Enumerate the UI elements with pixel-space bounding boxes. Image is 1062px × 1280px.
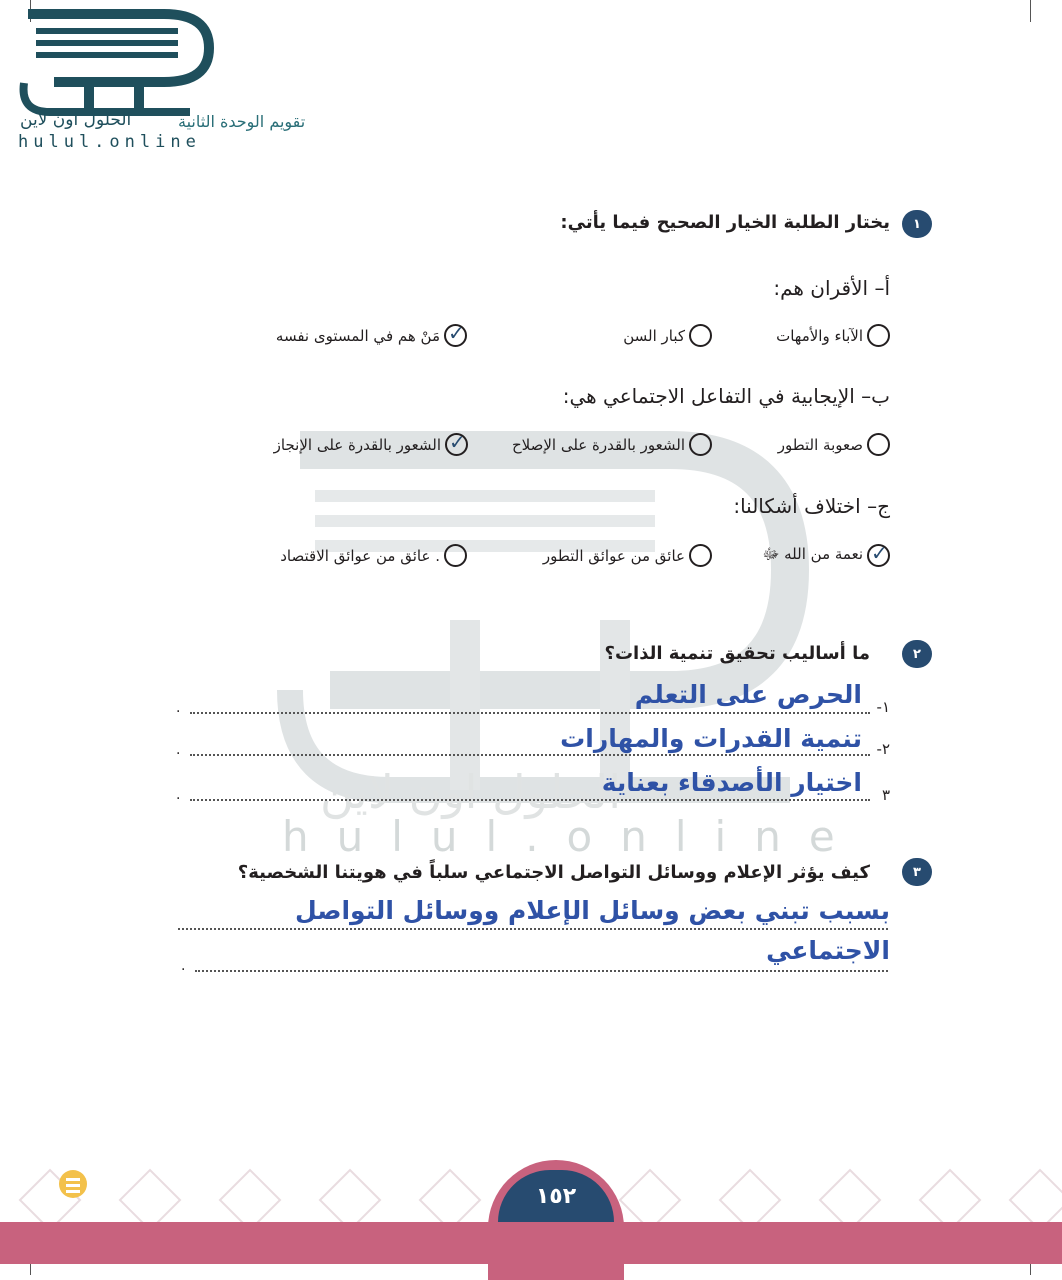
line-end-dot: . — [181, 958, 186, 974]
option-label: مَنْ هم في المستوى نفسه — [275, 326, 440, 345]
answer-number: ٣ — [881, 786, 890, 804]
check-mark-icon: ✓ — [449, 430, 466, 454]
handwritten-answer: الحرص على التعلم — [634, 680, 862, 709]
option-label: الشعور بالقدرة على الإصلاح — [511, 435, 685, 454]
answer-number: ٢- — [876, 740, 890, 758]
logo-latin-text: hulul.online — [18, 132, 201, 152]
question-2-text: ما أساليب تحقيق تنمية الذات؟ — [604, 643, 870, 664]
radio-button[interactable] — [689, 324, 712, 347]
answer-line — [195, 970, 888, 972]
radio-button-checked[interactable] — [445, 430, 468, 456]
handwritten-answer: تنمية القدرات والمهارات — [560, 724, 862, 753]
option-a2[interactable] — [623, 324, 712, 347]
question-badge-2: ٢ — [902, 640, 932, 668]
option-label: عائق من عوائق الاقتصاد . — [280, 546, 440, 565]
option-label: صعوبة التطور — [777, 435, 863, 454]
option-b1[interactable] — [778, 433, 890, 456]
check-mark-icon: ✓ — [871, 541, 888, 565]
radio-button[interactable] — [689, 544, 712, 567]
radio-button-checked[interactable] — [867, 541, 890, 567]
option-c2[interactable] — [543, 544, 712, 567]
radio-button[interactable] — [867, 324, 890, 347]
answer-line — [190, 799, 870, 801]
line-end-dot: . — [176, 787, 181, 803]
page-number: ١٥٢ — [498, 1170, 614, 1222]
answer-line — [178, 928, 888, 930]
handwritten-answer-line-2: الاجتماعي — [766, 936, 890, 965]
radio-button[interactable] — [867, 433, 890, 456]
check-mark-icon: ✓ — [448, 321, 465, 345]
radio-button-checked[interactable] — [444, 321, 467, 347]
answer-line — [190, 754, 870, 756]
handwritten-answer-line-1: بسبب تبني بعض وسائل الإعلام ووسائل التواصل — [295, 896, 890, 925]
part-b-label: ب– الإيجابية في التفاعل الاجتماعي هي: — [562, 384, 890, 408]
footer-emblem-icon — [58, 1158, 88, 1202]
option-label: كبار السن — [623, 326, 685, 345]
question-3-text: كيف يؤثر الإعلام ووسائل التواصل الاجتماعي سلباً في هويتنا الشخصية؟ — [237, 862, 870, 883]
option-b3[interactable] — [273, 430, 468, 456]
option-label: نعمة من الله ﷻ — [762, 544, 863, 563]
part-a-label: أ– الأقران هم: — [773, 276, 890, 300]
option-b2[interactable] — [512, 433, 712, 456]
part-c-label: ج– اختلاف أشكالنا: — [733, 494, 890, 518]
option-a1[interactable] — [776, 324, 890, 347]
option-label: الشعور بالقدرة على الإنجاز — [273, 435, 441, 454]
watermark-arabic-text: الحلول اون لاين — [320, 765, 621, 819]
question-1-text: يختار الطلبة الخيار الصحيح فيما يأتي: — [560, 212, 890, 233]
line-end-dot: . — [176, 700, 181, 716]
radio-button[interactable] — [689, 433, 712, 456]
option-c1[interactable] — [762, 541, 890, 567]
watermark-latin-text: hulul.online — [282, 812, 863, 861]
logo-arabic-subtitle: الحلول اون لاين — [20, 110, 132, 130]
answer-line — [190, 712, 870, 714]
option-label: عائق من عوائق التطور — [542, 546, 685, 565]
radio-button[interactable] — [444, 544, 467, 567]
answer-number: ١- — [876, 698, 890, 716]
handwritten-answer: اختيار الأصدقاء بعناية — [601, 768, 862, 797]
question-badge-3: ٣ — [902, 858, 932, 886]
option-c3[interactable] — [280, 544, 467, 567]
line-end-dot: . — [176, 742, 181, 758]
crop-mark — [1030, 0, 1031, 22]
unit-title: تقويم الوحدة الثانية — [178, 112, 306, 131]
option-label: الآباء والأمهات — [776, 326, 863, 345]
option-a3[interactable] — [275, 321, 467, 347]
question-badge-1: ١ — [902, 210, 932, 238]
